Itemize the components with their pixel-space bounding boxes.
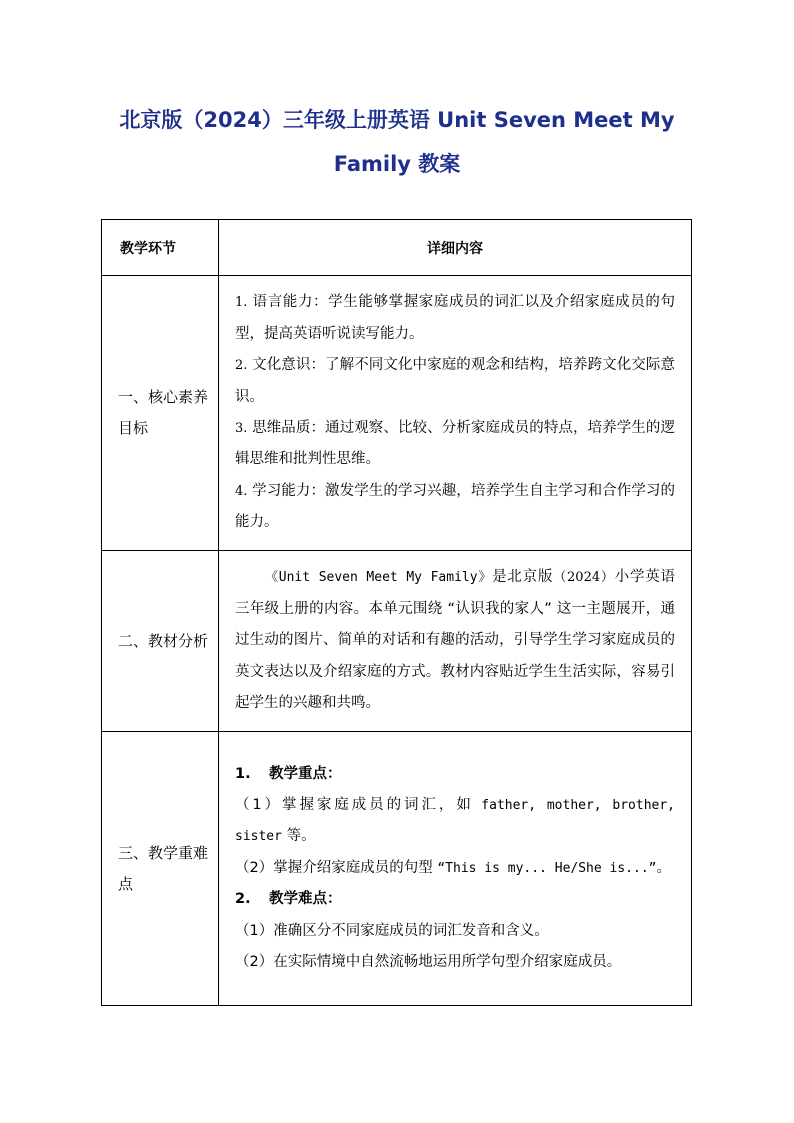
goal-item: 2. 文化意识：了解不同文化中家庭的观念和结构，培养跨文化交际意识。 [235, 357, 676, 405]
difficulties-heading: 2. 教学难点： [235, 891, 342, 908]
textbook-analysis-content [219, 551, 692, 732]
table-row-core-goals [102, 276, 692, 551]
key-point-item: （1）掌握家庭成员的词汇，如 father, mother, brother, sister 等。 [235, 796, 675, 845]
header-content: 详细内容 [219, 220, 692, 276]
document-title: 北京版（2024）三年级上册英语 Unit Seven Meet My Family 教案 [119, 108, 675, 176]
goal-item: 1. 语言能力：学生能够掌握家庭成员的词汇以及介绍家庭成员的句型，提高英语听说读写能力。 [235, 294, 676, 342]
row-label-core-goals: 一、核心素养目标 [102, 276, 219, 551]
table-row-textbook-analysis [102, 551, 692, 732]
header-stage: 教学环节 [102, 220, 219, 276]
key-point-item: （2）掌握介绍家庭成员的句型 “This is my... He/She is...”。 [235, 859, 671, 876]
core-goals-content [219, 276, 692, 551]
row-label-key-points: 三、教学重难点 [102, 732, 219, 1006]
difficulty-item: （2）在实际情境中自然流畅地运用所学句型介绍家庭成员。 [235, 954, 622, 971]
lesson-plan-table [101, 219, 692, 1006]
table-header-row [102, 220, 692, 276]
goal-item: 4. 学习能力：激发学生的学习兴趣，培养学生自主学习和合作学习的能力。 [235, 482, 676, 531]
key-points-heading: 1. 教学重点： [235, 765, 342, 782]
row-label-textbook-analysis: 二、教材分析 [102, 551, 219, 732]
key-points-content [219, 732, 692, 1006]
goal-item: 3. 思维品质：通过观察、比较、分析家庭成员的特点，培养学生的逻辑思维和批判性思维。 [235, 420, 676, 468]
table-row-key-points [102, 732, 692, 1006]
difficulty-item: （1）准确区分不同家庭成员的词汇发音和含义。 [235, 922, 549, 939]
analysis-paragraph: 《Unit Seven Meet My Family》是北京版（2024）小学英语三年级上册的内容。本单元围绕 “认识我的家人” 这一主题展开，通过生动的图片、简单的对话和有趣的活动，引导学生学习家庭成员的英文表达以及介绍家庭的方式。教材内容贴近学生生活实际，容易引起学生的兴趣和共鸣。 [235, 569, 676, 712]
